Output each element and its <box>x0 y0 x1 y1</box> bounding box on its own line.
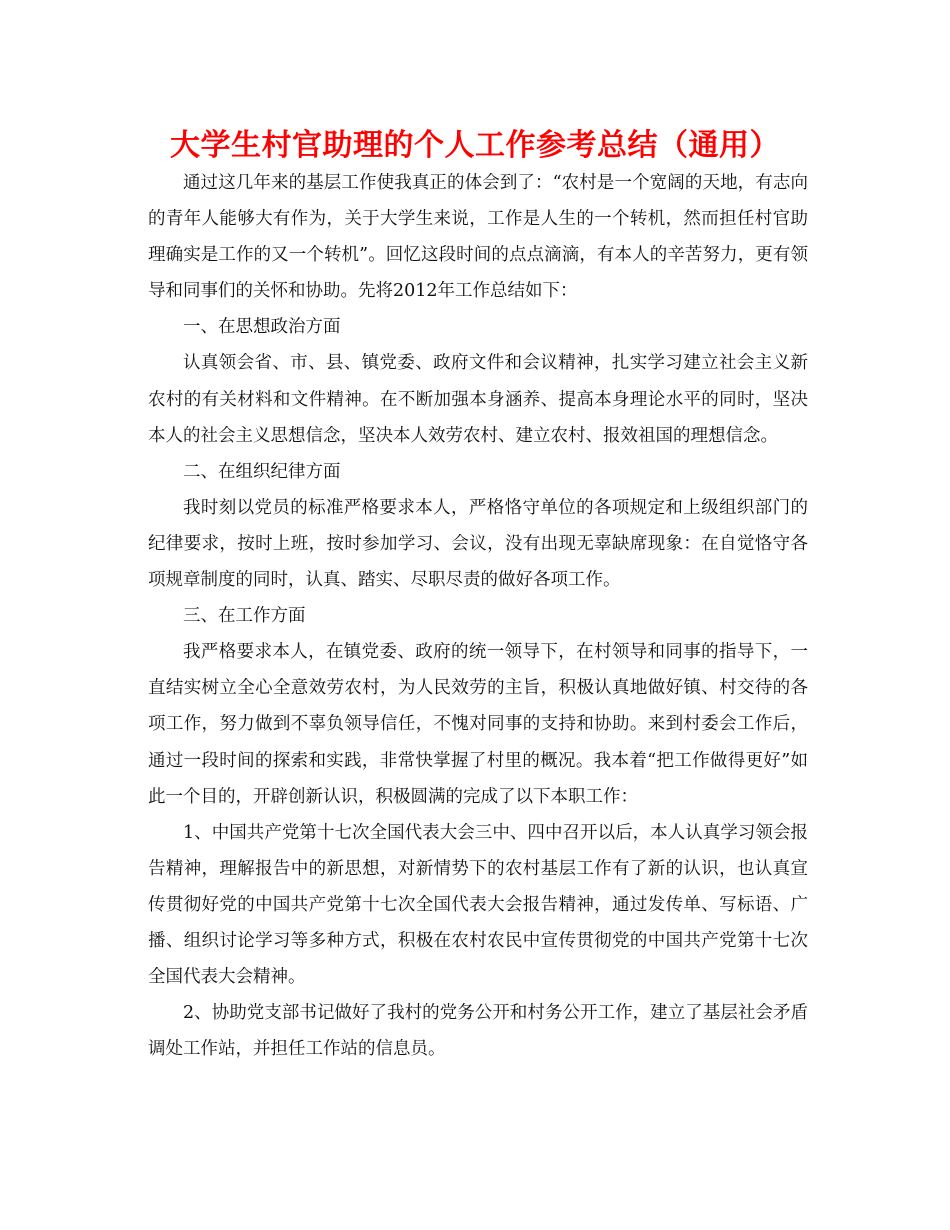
document-title: 大学生村官助理的个人工作参考总结（通用） <box>170 128 780 163</box>
document-body <box>148 165 808 1067</box>
section-heading-political: 一、在思想政治方面 <box>183 317 341 338</box>
section-heading-discipline: 二、在组织纪律方面 <box>183 461 341 482</box>
paragraph-work: 我严格要求本人，在镇党委、政府的统一领导下，在村领导和同事的指导下，一直结实树立全心全意效劳农村，为人民效劳的主旨，积极认真地做好镇、村交待的各项工作，努力做到不辜负领导信任，不愧对同事的支持和协助。来到村委会工作后，通过一段时间的探索和实践，非常快掌握了村里的概况。我本着“把工作做得更好”如此一个目的，开辟创新认识，积极圆满的完成了以下本职工作： <box>148 642 808 807</box>
paragraph-political: 认真领会省、市、县、镇党委、政府文件和会议精神，扎实学习建立社会主义新农村的有关材料和文件精神。在不断加强本身涵养、提高本身理论水平的同时，坚决本人的社会主义思想信念，坚决本人效劳农村、建立农村、报效祖国的理想信念。 <box>148 353 808 446</box>
section-heading-work: 三、在工作方面 <box>183 606 306 627</box>
paragraph-discipline: 我时刻以党员的标准严格要求本人，严格恪守单位的各项规定和上级组织部门的纪律要求，按时上班，按时参加学习、会议，没有出现无辜缺席现象：在自觉恪守各项规章制度的同时，认真、踏实、尽职尽责的做好各项工作。 <box>148 497 808 591</box>
list-item-1: 1、中国共产党第十七次全国代表大会三中、四中召开以后，本人认真学习领会报告精神，理解报告中的新思想，对新情势下的农村基层工作有了新的认识，也认真宣传贯彻好党的中国共产党第十七次全国代表大会报告精神，通过发传单、写标语、广播、组织讨论学习等多种方式，积极在农村农民中宣传贯彻党的中国共产党第十七次全国代表大会精神。 <box>148 822 808 988</box>
list-item-2: 2、协助党支部书记做好了我村的党务公开和村务公开工作，建立了基层社会矛盾调处工作站，并担任工作站的信息员。 <box>148 1003 808 1060</box>
paragraph-intro: 通过这几年来的基层工作使我真正的体会到了：“农村是一个宽阔的天地，有志向的青年人能够大有作为，关于大学生来说，工作是人生的一个转机，然而担任村官助理确实是工作的又一个转机”。回忆这段时间的点点滴滴，有本人的辛苦努力，更有领导和同事们的关怀和协助。先将2012年工作总结如下： <box>148 173 808 302</box>
